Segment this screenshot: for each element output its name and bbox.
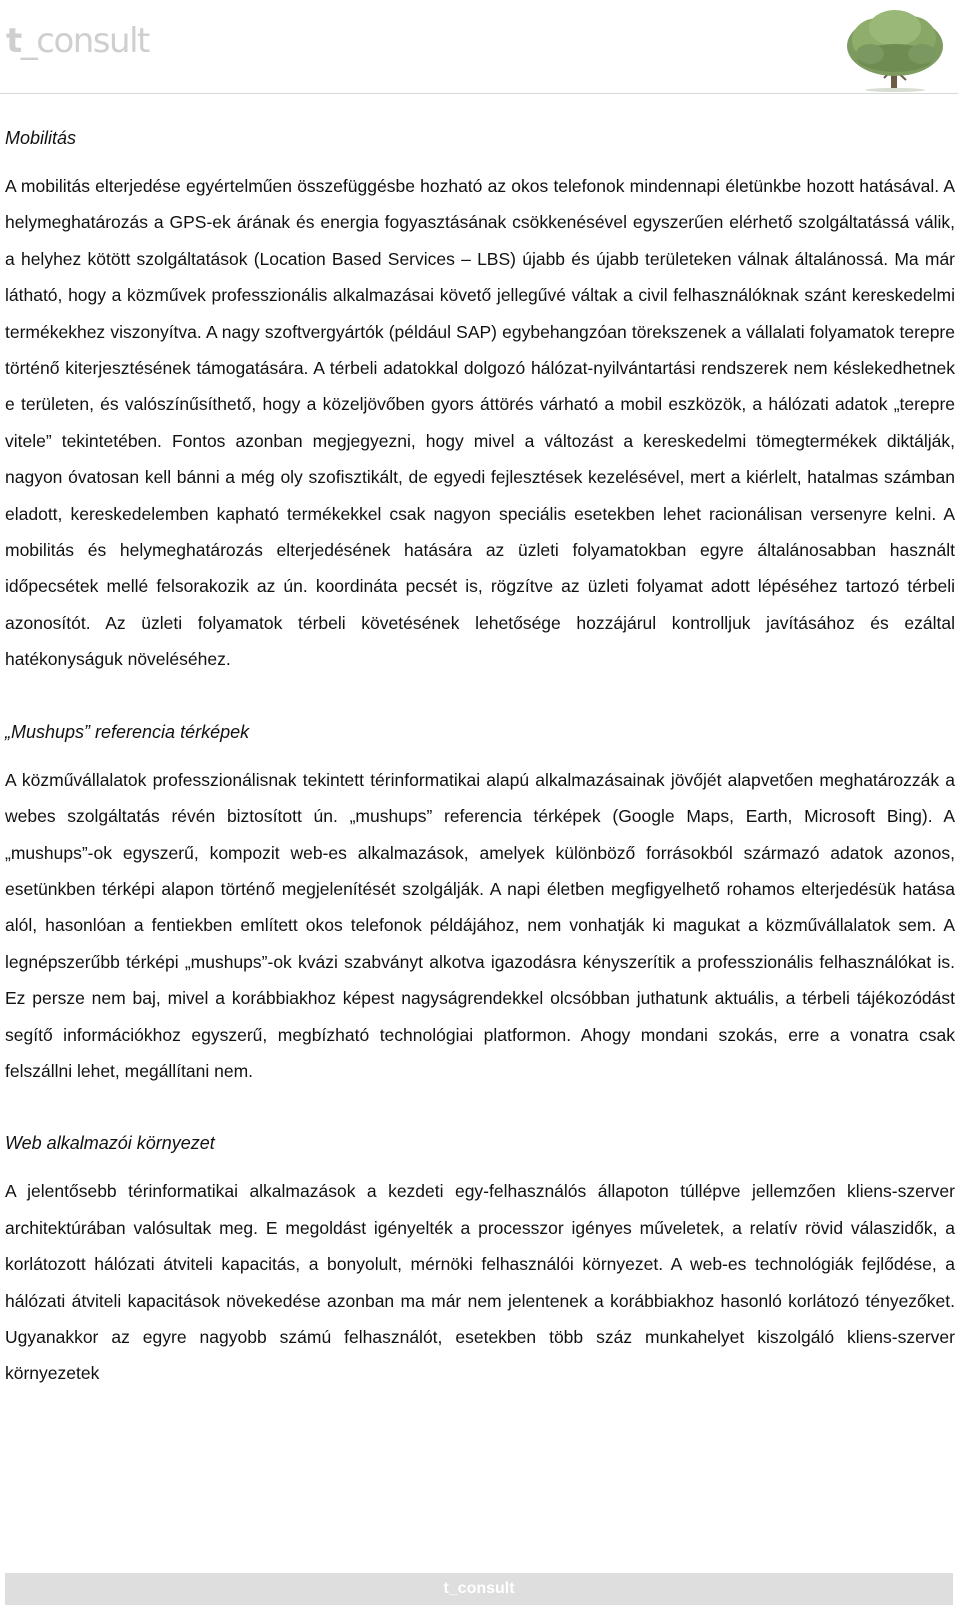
tree-icon: [840, 4, 950, 92]
section-paragraph-mobilitas: A mobilitás elterjedése egyértelműen összefüggésbe hozható az okos telefonok mindennapi életünkbe hozott hatásával. A helymeghatározás a GPS-ek árának és energia fogyasztásának csökkenésével egyszerűen elérhető szolgáltatássá válik, a helyhez kötött szolgáltatások (Location Based Services – LBS) újabb és újabb területeken válnak általánossá. Ma már látható, hogy a közművek professzionális alkalmazásai követő jellegűvé váltak a civil felhasználóknak szánt kereskedelmi termékekhez viszonyítva. A nagy szoftvergyártók (például SAP) egybehangzóan törekszenek a vállalati folyamatok terepre történő kiterjesztésének támogatására. A térbeli adatokkal dolgozó hálózat-nyilvántartási rendszerek nem késlekedhetnek e területen, és valószínűsíthető, hogy a közeljövőben gyors áttörés várható a mobil eszközök, a hálózati adatok „terepre vitele” tekintetében. Fontos azonban megjegyezni, hogy mivel a változást a kereskedelmi tömegtermékek diktálják, nagyon óvatosan kell bánni a még oly szofisztikált, de egyedi fejlesztések kezelésével, mert a kiérlelt, hatalmas számban eladott, kereskedelemben kapható termékekkel csak nagyon speciális esetekben lehet racionálisan versenyre kelni. A mobilitás és helymeghatározás elterjedésének hatására az üzleti folyamatokban egyre általánosabban használt időpecsétek mellé felsorakozik az ún. koordináta pecsét is, rögzítve az üzleti folyamat adott lépéséhez tartozó térbeli azonosítót. Az üzleti folyamatok térbeli követésének lehetősége hozzájárul kontrolljuk javításához és ezáltal hatékonyságuk növeléséhez.: [5, 176, 955, 670]
logo-rest: _consult: [20, 21, 149, 61]
page-footer: t_consult: [5, 1573, 953, 1605]
company-logo: [6, 21, 149, 61]
page-header: [0, 0, 960, 94]
header-divider: [0, 93, 958, 94]
section-title-mushups: „Mushups” referencia térképek: [5, 721, 250, 742]
section-paragraph-mushups: A közművállalatok professzionálisnak tekintett térinformatikai alapú alkalmazásainak jövőjét alapvetően meghatározzák a webes szolgáltatás révén biztosított ún. „mushups” referencia térképek (Google Maps, Earth, Microsoft Bing). A „mushups”-ok egyszerű, kompozit web-es alkalmazások, amelyek különböző forrásokból származó adatok azonos, esetünkben térképi alapon történő megjelenítését szolgálják. A napi életben megfigyelhető rohamos elterjedésük hatása alól, hasonlóan a fentiekben említett okos telefonok példájához, nem vonhatják ki magukat a közművállalatok sem. A legnépszerűbb térképi „mushups”-ok kvázi szabványt alkotva igazodásra kényszerítik a professzionális felhasználókat is. Ez persze nem baj, mivel a korábbiakhoz képest nagyságrendekkel olcsóbban juthatunk aktuális, a térbeli tájékozódást segítő információkhoz egyszerű, megbízható technológiai platformon. Ahogy mondani szokás, erre a vonatra csak felszállni lehet, megállítani nem.: [5, 769, 955, 1081]
section-paragraph-web-kornyezet: A jelentősebb térinformatikai alkalmazások a kezdeti egy-felhasználós állapoton túllépve jellemzően kliens-szerver architektúrában valósultak meg. E megoldást igényelték a processzor igényes műveletek, a relatív rövid válaszidők, a korlátozott hálózati átviteli kapacitás, a bonyolult, mérnöki felhasználói környezet. A web-es technológiák fejlődése, a hálózati átviteli kapacitások növekedése azonban ma már nem jelentenek a korábbiakhoz hasonló korlátozó tényezőket. Ugyanakkor az egyre nagyobb számú felhasználót, esetekben több száz munkahelyet kiszolgáló kliens-szerver környezetek: [5, 1181, 955, 1384]
logo-prefix: t: [6, 21, 21, 61]
document-body: [5, 120, 955, 1392]
section-title-mobilitas: Mobilitás: [5, 128, 77, 148]
section-title-web-kornyezet: Web alkalmazói környezet: [5, 1133, 215, 1154]
